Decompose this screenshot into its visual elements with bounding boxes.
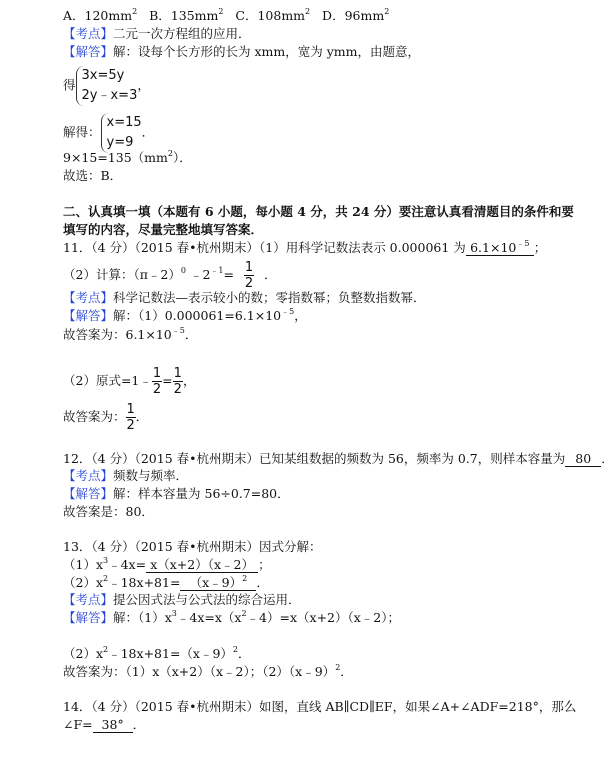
jieda-text: 解：设每个长方形的长为 xmm，宽为 ymm，由题意，: [113, 44, 420, 59]
q12-kaodian: [63, 468, 188, 484]
punct: ．: [141, 124, 155, 140]
sup: 3: [171, 609, 177, 618]
option-c: C．108mm: [235, 8, 306, 23]
q12-jieda: [63, 486, 290, 502]
sup: 0: [180, 266, 186, 275]
denominator: 2: [244, 276, 254, 291]
q13-jieda: [63, 610, 400, 626]
option-a: A．120mm: [63, 8, 133, 23]
sup: 2: [232, 645, 239, 654]
text: （2）x: [63, 646, 104, 661]
kaodian-tag: 【考点】: [63, 290, 114, 305]
numerator: 1: [244, 260, 254, 275]
text: ﹣4x=x（x: [176, 610, 242, 625]
text: =: [223, 267, 234, 282]
punct: ；: [258, 557, 271, 572]
numerator: 1: [152, 366, 162, 381]
equation: 3x=5y: [81, 68, 125, 83]
sup: 2: [384, 7, 390, 16]
answer-blank: [234, 260, 264, 291]
sup: ﹣5: [281, 307, 295, 316]
section-heading-line2: 填写的内容，尽量完整地填写答案．: [63, 222, 264, 237]
jieda-text: 解：（1）0.000061=6.1×10: [113, 308, 282, 323]
sup: 3: [103, 556, 109, 565]
q10-calc: [63, 150, 192, 166]
numerator: 1: [173, 366, 182, 381]
punct: ．: [256, 575, 269, 590]
kaodian-tag: 【考点】: [63, 468, 114, 483]
q10-jieda: [63, 44, 420, 60]
sup: 2: [103, 574, 109, 583]
answer-blank: 80: [565, 452, 601, 467]
q11-yuanshi: [63, 366, 195, 397]
sup: ﹣1: [210, 266, 224, 275]
de-label: 得: [63, 77, 76, 93]
punct: ．: [340, 664, 353, 679]
text: 故答案为：: [63, 409, 126, 424]
q10-kaodian: [63, 26, 251, 42]
sup: 2: [242, 574, 248, 583]
text: ﹣2: [189, 267, 211, 282]
q11-answer2: [63, 402, 148, 433]
equation-system: [76, 66, 138, 106]
q14-line2: [63, 717, 145, 733]
calc-text: 9×15=135（mm: [63, 150, 168, 165]
text: 故答案为：6.1×10: [63, 327, 172, 342]
answer-blank: 38°: [93, 718, 133, 733]
denominator: 2: [126, 418, 135, 433]
equation: y=9: [106, 135, 134, 150]
kaodian-tag: 【考点】: [63, 26, 114, 41]
punct: ；: [533, 240, 547, 255]
option-b: B．135mm: [149, 8, 219, 23]
jieda-tag: 【解答】: [63, 308, 114, 323]
kaodian-tag: 【考点】: [63, 592, 114, 607]
q11-answer1: [63, 327, 197, 343]
denominator: 2: [173, 382, 182, 397]
sup: 2: [167, 149, 173, 158]
punct: ，: [182, 373, 196, 388]
punct: ，: [137, 77, 150, 93]
q13-stem: 13．（4 分）（2015 春•杭州期末）因式分解：: [63, 539, 322, 554]
q13-kaodian: [63, 592, 301, 608]
punct: ．: [601, 451, 614, 466]
sup: 2: [305, 7, 311, 16]
stem-text: 11．（4 分）（2015 春•杭州期末）（1）用科学记数法表示 0.000061 为: [63, 240, 466, 255]
text: ∠F=: [63, 717, 93, 732]
jieda-tag: 【解答】: [63, 44, 114, 59]
sup: 2: [335, 663, 341, 672]
text: ﹣4x=: [108, 557, 147, 572]
sup: ﹣5: [171, 326, 185, 335]
answer-blank: [466, 241, 534, 256]
q10-options: [63, 8, 389, 24]
q11-stem: [63, 240, 546, 256]
sup: 2: [241, 609, 247, 618]
stem-text: 12．（4 分）（2015 春•杭州期末）已知某组数据的频数为 56，频率为 0.7，则样本容量为: [63, 451, 566, 466]
q11-kaodian: [63, 290, 426, 306]
punct: ．: [238, 646, 251, 661]
q10-answer: 故选：B．: [63, 168, 123, 183]
text: =: [162, 373, 173, 388]
kaodian-text: 频数与频率．: [113, 468, 189, 483]
text: （2）原式=1﹣: [63, 373, 152, 388]
punct: ．: [135, 409, 149, 424]
kaodian-text: 提公因式法与公式法的综合运用．: [113, 592, 301, 607]
answer-blank: [180, 576, 256, 591]
q11-jieda: [63, 308, 307, 324]
fraction: [244, 260, 254, 291]
section-heading-line1: 二、认真填一填（本题有 6 小题，每小题 4 分，共 24 分）要注意认真看清题目的条件和要: [63, 204, 574, 219]
q11-part2: [63, 260, 277, 291]
punct: ．: [263, 267, 277, 282]
q13-part1: [63, 557, 271, 573]
text: 故答案为：（1）x（x+2）（x﹣2）；（2）（x﹣9）: [63, 664, 336, 679]
text: ﹣18x+81=（x﹣9）: [108, 646, 233, 661]
text: （2）计算：（π﹣2）: [63, 267, 181, 282]
jieda-text: 解：样本容量为 56÷0.7=80．: [113, 486, 290, 501]
q13-answer: [63, 664, 353, 680]
kaodian-text: 二元一次方程组的应用．: [113, 26, 251, 41]
q12-stem: [63, 451, 614, 467]
answer-blank: x（x+2）（x﹣2）: [146, 558, 258, 573]
jieda-tag: 【解答】: [63, 486, 114, 501]
punct: ．: [132, 717, 146, 732]
fraction: [152, 366, 162, 397]
q10-system1: [63, 66, 150, 106]
sup: 2: [132, 7, 138, 16]
option-d: D．96mm: [322, 8, 385, 23]
sup: 2: [103, 645, 109, 654]
text: ﹣18x+81=: [108, 575, 181, 590]
text: （2）x: [63, 575, 104, 590]
fraction: [126, 402, 136, 433]
sup: 2: [218, 7, 224, 16]
q10-system2: [63, 113, 154, 153]
blank-text: 6.1×10: [470, 240, 517, 255]
text: （1）x: [63, 557, 104, 572]
q13-part2: [63, 575, 269, 591]
punct: ，: [294, 308, 307, 323]
q12-answer: 故答案是：80．: [63, 504, 154, 519]
equation: 2y﹣x=3: [81, 88, 138, 103]
equation: x=15: [106, 115, 142, 130]
jiede-label: 解得：: [63, 124, 101, 140]
kaodian-text: 科学记数法—表示较小的数；零指数幂；负整数指数幂．: [113, 290, 426, 305]
text: 解：（1）x: [113, 610, 172, 625]
denominator: 2: [152, 382, 162, 397]
text: ﹣4）=x（x+2）（x﹣2）；: [246, 610, 401, 625]
calc-end: ）．: [172, 150, 192, 165]
fraction: [173, 366, 183, 397]
punct: ．: [184, 327, 198, 342]
blank-text: （x﹣9）: [189, 575, 243, 590]
q14-stem: 14．（4 分）（2015 春•杭州期末）如图，直线 AB∥CD∥EF，如果∠A+∠ADF=218°，那么: [63, 699, 577, 714]
jieda-tag: 【解答】: [63, 610, 114, 625]
q13-jieda2: [63, 646, 251, 662]
numerator: 1: [126, 402, 135, 417]
sup: ﹣5: [516, 239, 530, 248]
solution-system: [101, 113, 142, 153]
